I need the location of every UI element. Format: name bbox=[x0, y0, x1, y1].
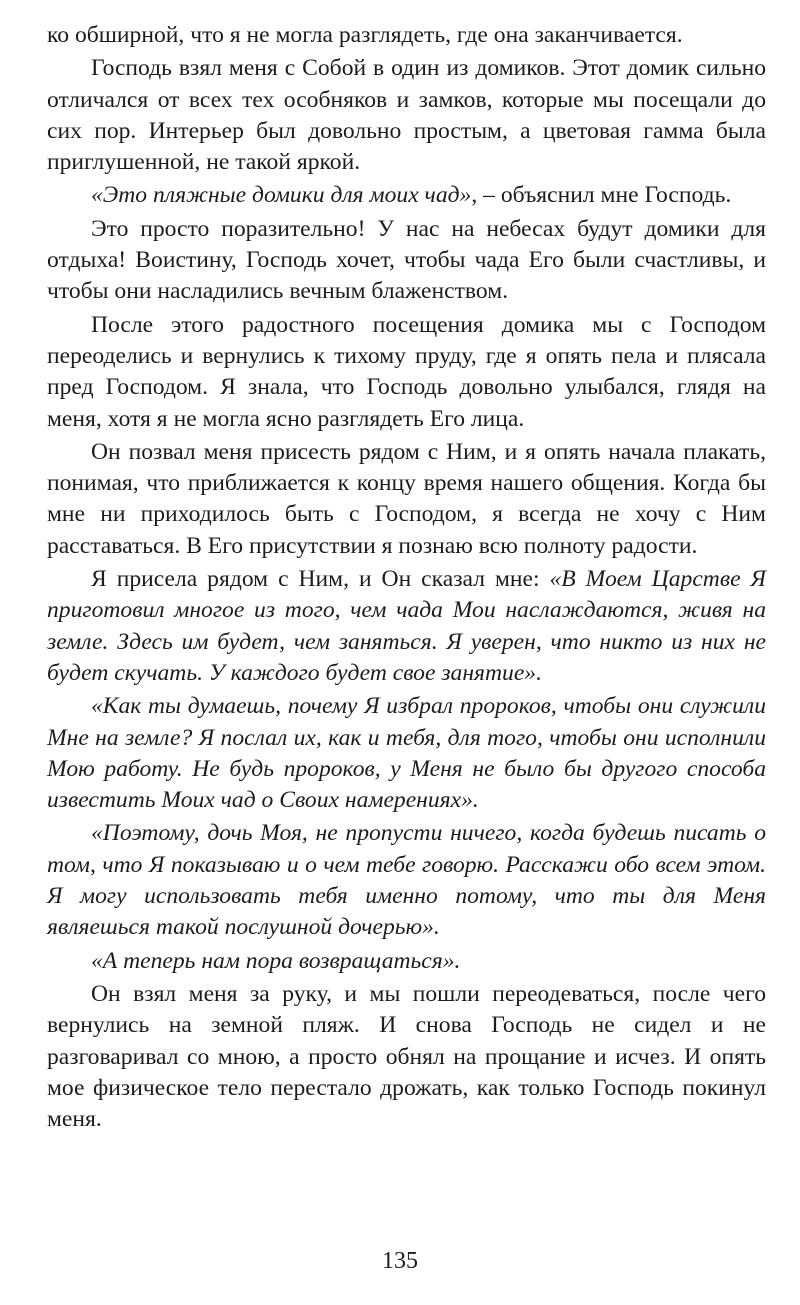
paragraph-4-text: Это просто поразительно! У нас на небесах будут домики для отдыха! Воистину, Господь хочет, чтобы чада Его были счастливы, и чтобы они насладились вечным блаженством. bbox=[47, 215, 766, 305]
paragraph-11-text: Он взял меня за руку, и мы пошли переодеваться, после чего вернулись на земной пляж. И снова Господь не сидел и не разговаривал со мною, а просто обнял на прощание и исчез. И опять мое физическое тело перестало дрожать, как только Господь покинул меня. bbox=[47, 980, 766, 1133]
paragraph-5 bbox=[47, 310, 766, 435]
paragraph-2 bbox=[47, 53, 766, 178]
paragraph-6-text: Он позвал меня присесть рядом с Ним, и я опять начала плакать, понимая, что приближается к концу время нашего общения. Когда бы мне ни приходилось быть с Господом, я всегда не хочу с Ним расставаться. В Его присутствии я познаю всю полноту радости. bbox=[47, 438, 766, 559]
paragraph-10-quote: «А теперь нам пора возвращаться». bbox=[91, 947, 461, 974]
page-number: 135 bbox=[382, 1248, 418, 1274]
paragraph-2-text: Господь взял меня с Собой в один из домиков. Этот домик сильно отличался от всех тех особняков и замков, которые мы посещали до сих пор. Интерьер был довольно простым, а цветовая гамма была приглушенной, не такой яркой. bbox=[47, 55, 766, 176]
paragraph-3 bbox=[47, 180, 766, 211]
paragraph-9 bbox=[47, 818, 766, 943]
paragraph-11 bbox=[47, 979, 766, 1135]
paragraph-8-quote: «Как ты думаешь, почему Я избрал пророков, чтобы они служили Мне на земле? Я послал их, как и тебя, для того, чтобы они исполнили Мою работу. Не будь пророков, у Меня не было бы другого способа известить Моих чад о Своих намерениях». bbox=[47, 693, 766, 814]
paragraph-7-text: Я присела рядом с Ним, и Он сказал мне: bbox=[91, 566, 550, 593]
paragraph-7-quote: «В Моем Царстве Я приготовил многое из того, чем чада Мои наслаждаются, живя на земле. Здесь им будет, чем заняться. Я уверен, что никто из них не будет скучать. У каждого будет свое занятие». bbox=[47, 566, 767, 686]
paragraph-9-quote: «Поэтому, дочь Моя, не пропусти ничего, когда будешь писать о том, что Я показываю и о чем тебе говорю. Расскажи обо всем этом. Я могу использовать тебя именно потому, что ты для Меня являешься такой послушной дочерью». bbox=[47, 820, 766, 941]
paragraph-3-text: , – объяснил мне Господь. bbox=[471, 182, 732, 209]
paragraph-8 bbox=[47, 691, 766, 816]
paragraph-1 bbox=[47, 20, 766, 51]
paragraph-3-quote: «Это пляжные домики для моих чад» bbox=[91, 182, 472, 209]
paragraph-4 bbox=[47, 214, 766, 308]
paragraph-5-text: После этого радостного посещения домика мы с Господом переоделись и вернулись к тихому пруду, где я опять пела и плясала пред Господом. Я знала, что Господь довольно улыбался, глядя на меня, хотя я не могла ясно разглядеть Его лица. bbox=[47, 311, 766, 432]
paragraph-1-text: ко обширной, что я не могла разглядеть, где она заканчивается. bbox=[47, 22, 683, 48]
paragraph-10 bbox=[47, 946, 766, 977]
paragraph-7 bbox=[47, 564, 766, 689]
paragraph-6 bbox=[47, 437, 766, 562]
